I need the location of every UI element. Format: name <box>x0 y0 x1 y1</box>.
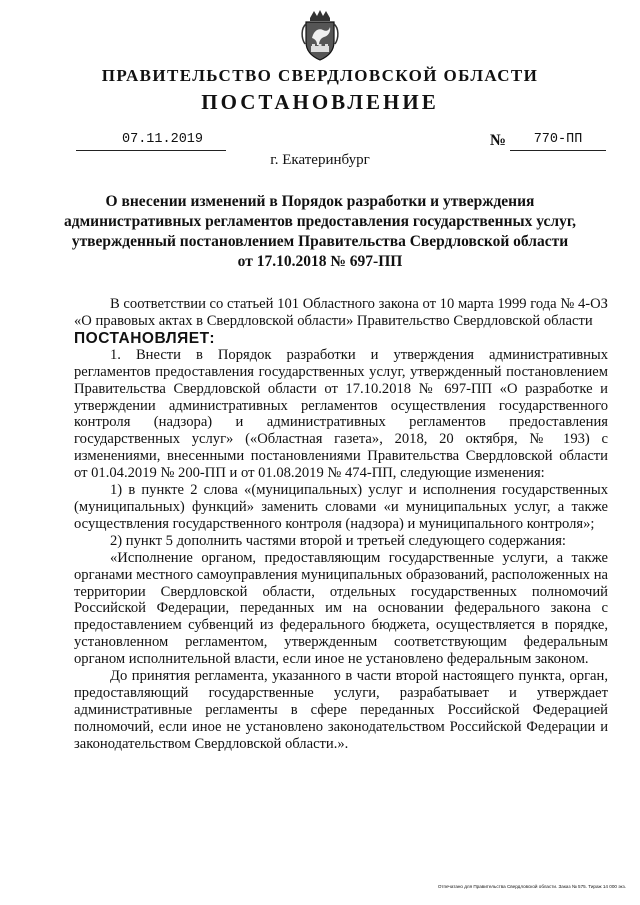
document-body <box>74 296 608 753</box>
number-label: № <box>490 132 507 149</box>
preamble: В соответствии со статьей 101 Областного закона от 10 марта 1999 года № 4-ОЗ «О правовых актах в Свердловской области» Правительство Свердловской области <box>74 296 608 329</box>
document-date: 07.11.2019 <box>122 132 204 147</box>
paragraph-1: 1. Внести в Порядок разработки и утверждения административных регламентов предоставления государственных услуг, утвержденный постановлением Правительства Свердловской области от 17.10.2018 № 697-ПП «О разработке и утверждении административных регламентов осуществления государственного контроля (надзора) и административных регламентов предоставления государственных услуг» («Областная газета», 2018, 20 октября, № 193) с изменениями, внесенными постановлениями Правительства Свердловской области от 01.04.2019 № 200-ПП и от 01.08.2019 № 474-ПП, следующие изменения: <box>74 346 608 482</box>
document-number: 770-ПП <box>533 132 583 147</box>
city: г. Екатеринбург <box>270 152 370 168</box>
government-name: ПРАВИТЕЛЬСТВО СВЕРДЛОВСКОЙ ОБЛАСТИ <box>101 66 539 85</box>
print-note: Отпечатано для Правительства Свердловской области. Заказ № 575. Тираж 14 000 экз. <box>437 884 626 889</box>
paragraph-5: До принятия регламента, указанного в части второй настоящего пункта, орган, предоставляющий государственные услуги, разрабатывает и утверждает административные регламенты в сфере переданных Российской Федерацией полномочий, если иное не установлено законодательством Российской Федерации и законодательством Свердловской области.». <box>74 668 608 752</box>
date-field <box>76 130 226 151</box>
paragraph-4: «Исполнение органом, предоставляющим государственные услуги, а также органами местного самоуправления муниципальных образований, расположенных на территории Свердловской области, отдельных государственных полномочий Российской Федерации, переданных им на основании федерального закона с предоставлением субвенций из федерального бюджета, осуществляется в порядке, установленном регламентом, утвержденным соответствующим федеральным органом исполнительной власти, если иное не установлено федеральным законом. <box>74 549 608 668</box>
coat-of-arms-icon <box>297 8 343 62</box>
document-title <box>40 192 600 272</box>
title-line: административных регламентов предоставления государственных услуг, <box>63 213 577 230</box>
title-line: утвержденный постановлением Правительства Свердловской области <box>71 233 569 250</box>
paragraph-2: 1) в пункте 2 слова «(муниципальных) услуг и исполнения государственных (муниципальных) функций» заменить словами «и муниципальных услуг, а также осуществления государственного контроля (надзора) и муниципального контроля»; <box>74 482 608 532</box>
resolve-heading: ПОСТАНОВЛЯЕТ: <box>74 329 216 347</box>
title-line: от 17.10.2018 № 697-ПП <box>237 253 403 270</box>
number-field <box>510 130 606 151</box>
title-line: О внесении изменений в Порядок разработки и утверждения <box>105 193 535 210</box>
document-type: ПОСТАНОВЛЕНИЕ <box>201 90 439 114</box>
paragraph-3: 2) пункт 5 дополнить частями второй и третьей следующего содержания: <box>110 532 566 549</box>
